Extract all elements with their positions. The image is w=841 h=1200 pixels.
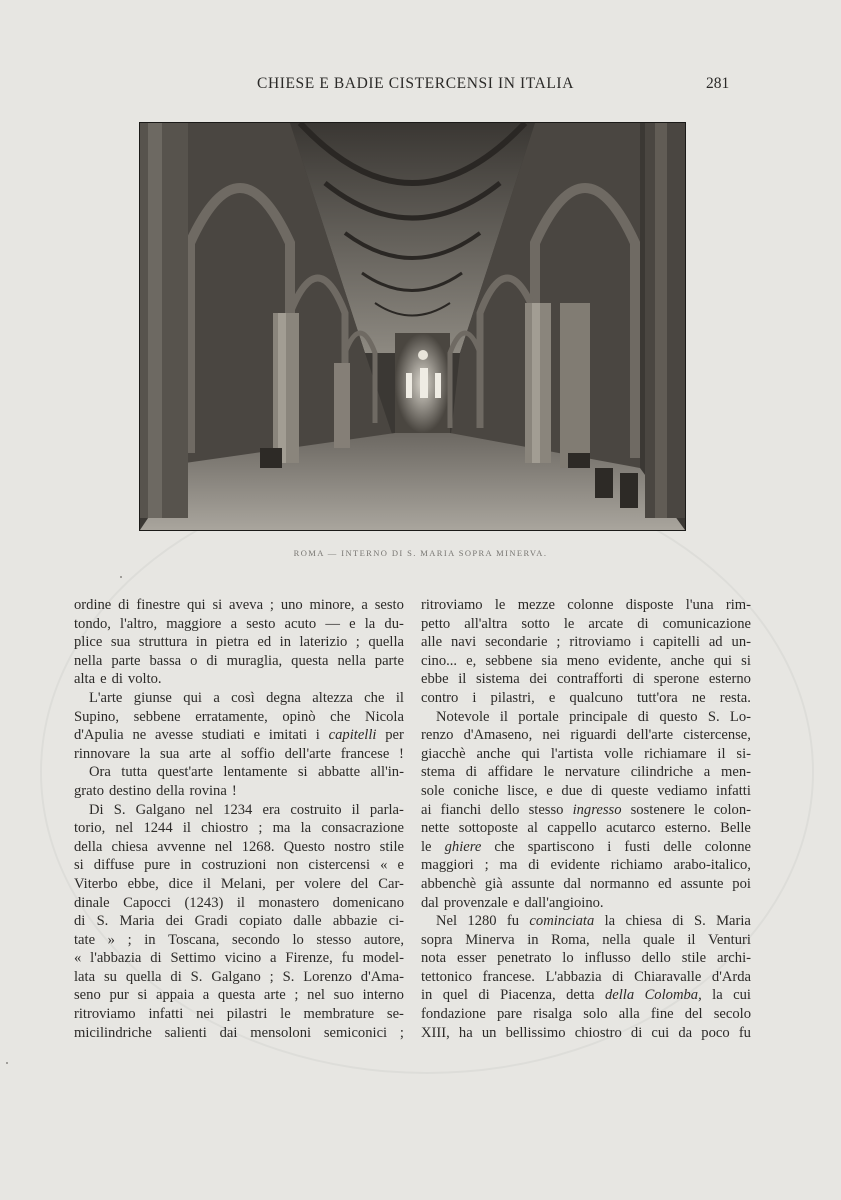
text-line: Nel 1280 fu cominciata la chiesa di S. Maria [436, 913, 751, 930]
text-line: ai fianchi dello stesso ingresso sostenere le colon- [421, 801, 751, 818]
text-line: di S. Maria dei Gradi copiato dalle abbazie ci- [74, 913, 404, 930]
text-line: seno pur si appaia a questa arte ; nel suo interno [74, 987, 404, 1004]
text-line: dal provenzale e dall'angioino. [421, 894, 604, 911]
text-line: tondo, l'altro, maggiore a sesto acuto — e la du- [74, 615, 404, 632]
text-line: L'arte giunse qui a così degna altezza che il [89, 689, 404, 706]
text-line: tettonico francese. L'abbazia di Chiaravalle d'Arda [421, 968, 751, 985]
text-line: cino... e, sebbene sia meno evidente, anche qui si [421, 652, 751, 669]
church-interior-photo [139, 122, 686, 531]
text-line: tate » ; in Toscana, secondo lo stesso autore, [74, 931, 404, 948]
paper-speck [6, 1062, 8, 1064]
text-line: lata su quella di S. Galgano ; S. Lorenzo d'Ama- [74, 968, 404, 985]
text-line: ritroviamo infatti nei pilastri le membrature se- [74, 1006, 404, 1023]
page-number: 281 [706, 75, 730, 92]
text-line: ritroviamo le mezze colonne disposte l'una rim- [421, 597, 751, 613]
text-line: Di S. Galgano nel 1234 era costruito il parla- [89, 801, 404, 818]
paper-speck [120, 576, 122, 578]
text-line: petto all'altra sotto le arcate di comunicazione [421, 615, 751, 632]
text-line: Ora tutta quest'arte lentamente si abbatte all'in- [89, 764, 404, 781]
text-line: rinnovare la sua arte al soffio dell'arte francese ! [74, 745, 404, 762]
text-line: alta e di volto. [74, 671, 162, 688]
text-line: stema di affidare le nervature cilindriche a men- [421, 764, 751, 781]
text-line: « l'abbazia di Settimo vicino a Firenze, fu model- [74, 950, 404, 967]
left-text-column [74, 596, 404, 1042]
text-line: nette sottoposte al cappello acutarco esterno. Belle [421, 820, 751, 837]
text-line: torio, nel 1244 il chiostro ; ma la consacrazione [74, 820, 404, 837]
text-line: in quel di Piacenza, detta della Colomba, la cui [421, 987, 751, 1004]
text-line: fondazione pare risalga solo alla fine del secolo [421, 1006, 751, 1023]
text-line: Viterbo ebbe, dice il Melani, per volere del Car- [74, 875, 404, 892]
text-line: Supino, sebbene erratamente, opinò che Nicola [74, 708, 404, 725]
text-line: renzo d'Amaseno, nei riguardi dell'arte cistercense, [421, 727, 751, 744]
text-line: ebbe il sistema dei contrafforti di sperone esterno [421, 671, 751, 688]
running-head: CHIESE E BADIE CISTERCENSI IN ITALIA [257, 75, 574, 92]
text-line: dinale Capocci (1243) il monastero domenicano [74, 894, 404, 911]
text-line: micilindriche salienti dai mensoloni semiconici ; [74, 1024, 404, 1041]
text-line: abbenchè già assunte dal normanno ed assunte poi [421, 875, 751, 892]
text-line: grato destino della rovina ! [74, 782, 237, 799]
text-line: contro i pilastri, e qualcuno tutt'ora ne resta. [421, 689, 751, 706]
right-text-column [421, 596, 751, 1042]
figure-caption: ROMA — INTERNO DI S. MARIA SOPRA MINERVA. [293, 548, 548, 558]
text-line: si diffuse pure in costruzioni non cistercensi « e [74, 857, 404, 874]
text-line: nella parte bassa o di muraglia, questa nella parte [74, 652, 404, 669]
text-line: maggiori ; ma di evidente richiamo arabo-italico, [421, 857, 751, 874]
text-line: sole coniche lisce, e due di queste vediamo infatti [421, 782, 751, 799]
text-line: Notevole il portale principale di questo S. Lo- [436, 708, 751, 725]
text-line: sopra Minerva in Roma, nella quale il Venturi [421, 931, 751, 948]
text-line: XIII, ha un bellissimo chiostro di cui da poco fu [421, 1024, 751, 1041]
text-line: alle navi secondarie ; ritroviamo i capitelli ad un- [421, 634, 751, 651]
text-line: le ghiere che spartiscono i fusti delle colonne [421, 838, 751, 855]
text-line: della chiesa avvenne nel 1268. Questo nostro stile [74, 838, 404, 855]
text-line: ordine di finestre qui si aveva ; uno minore, a sesto [74, 597, 404, 613]
text-line: nota esser penetrato lo influsso dello stile archi- [421, 950, 751, 967]
text-line: d'Apulia ne avesse studiati e imitati i capitelli per [74, 727, 404, 744]
text-line: plice sua struttura in pietra ed in laterizio ; quella [74, 634, 404, 651]
text-line: giacchè anche qui l'artista volle richiamare il si- [421, 745, 751, 762]
